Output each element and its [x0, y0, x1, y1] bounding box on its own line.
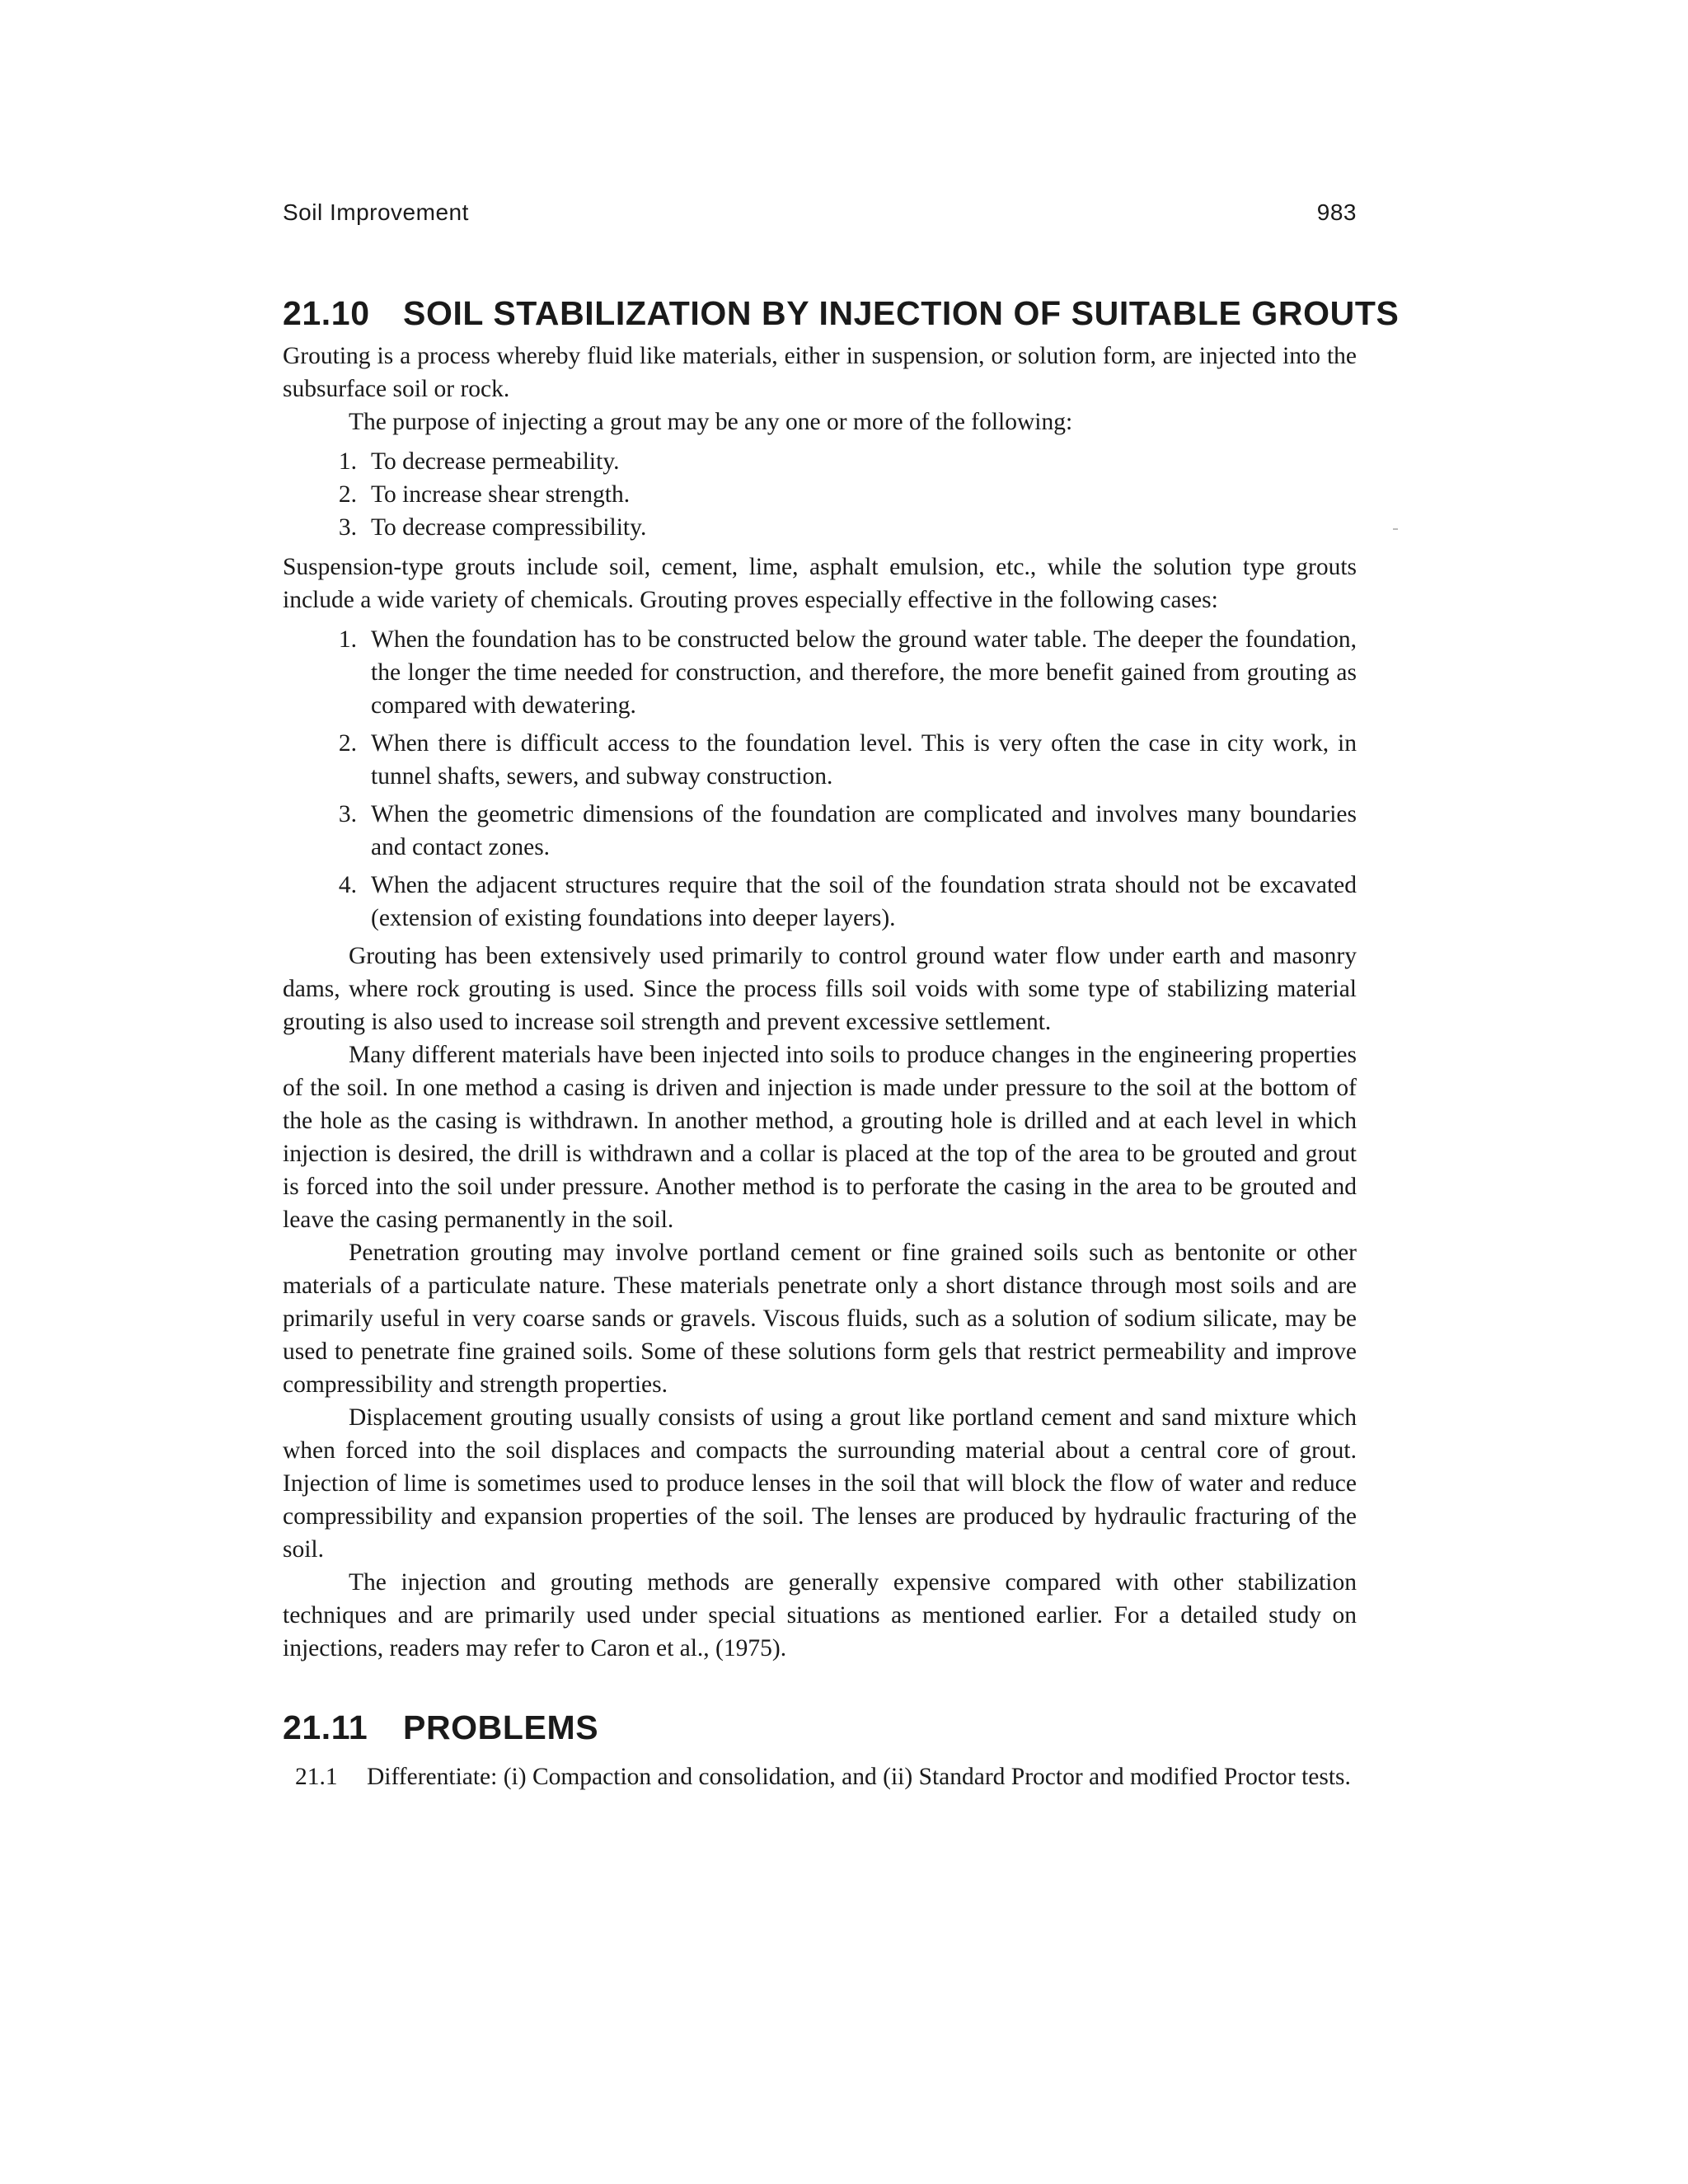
- suspension-paragraph: Suspension-type grouts include soil, cement, lime, asphalt emulsion, etc., while the solution type grouts include a wide variety of chemicals. Grouting proves especially effective in the following cases:: [283, 554, 1357, 613]
- body-paragraph: Penetration grouting may involve portland cement or fine grained soils such as bentonite or other materials of a particulate nature. These materials penetrate only a short distance through most soils and are primarily useful in very coarse sands or gravels. Viscous fluids, such as a solution of sodium silicate, may be used to penetrate fine grained soils. Some of these solutions form gels that restrict permeability and improve compressibility and strength properties.: [283, 1240, 1357, 1398]
- section-number: 21.10: [283, 294, 370, 332]
- list-marker: 1.: [338, 448, 357, 475]
- section-body-grouts: [283, 340, 1357, 1665]
- list-item-text: To increase shear strength.: [371, 481, 631, 508]
- list-item-text: Differentiate: (i) Compaction and consolidation, and (ii) Standard Proctor and modified Proctor tests.: [367, 1764, 1351, 1790]
- section-title: PROBLEMS: [403, 1708, 599, 1746]
- list-item: [283, 798, 1357, 864]
- body-paragraph: Grouting has been extensively used primarily to control ground water flow under earth and masonry dams, where rock grouting is used. Since the process fills soil voids with some type of stabilizing material grouting is also used to increase soil strength and prevent excessive settlement.: [283, 943, 1357, 1035]
- body-paragraph: The injection and grouting methods are generally expensive compared with other stabilization techniques and are primarily used under special situations as mentioned earlier. For a detailed study on injections, readers may refer to Caron et al., (1975).: [283, 1569, 1357, 1661]
- section-heading-problems: [283, 1708, 1357, 1747]
- cases-list: [283, 623, 1357, 935]
- list-item-text: When there is difficult access to the foundation level. This is very often the case in city work, in tunnel shafts, sewers, and subway construction.: [371, 730, 1357, 790]
- page-number: 983: [1316, 199, 1357, 225]
- list-marker: 3.: [338, 801, 357, 827]
- running-header: [283, 199, 1357, 232]
- list-marker: 3.: [338, 514, 357, 541]
- list-item-text: When the geometric dimensions of the foundation are complicated and involves many boundaries and contact zones.: [371, 801, 1357, 860]
- list-item-text: When the foundation has to be constructed below the ground water table. The deeper the foundation, the longer the time needed for construction, and therefore, the more benefit gained from grouting as compared with dewatering.: [371, 626, 1357, 719]
- body-paragraph: Many different materials have been injected into soils to produce changes in the engineering properties of the soil. In one method a casing is driven and injection is made under pressure to the soil at the bottom of the hole as the casing is withdrawn. In another method, a grouting hole is drilled and at each level in which injection is desired, the drill is withdrawn and a collar is placed at the top of the area to be grouted and grout is forced into the soil under pressure. Another method is to perforate the casing in the area to be grouted and leave the casing permanently in the soil.: [283, 1042, 1357, 1233]
- problem-number: 21.1: [295, 1764, 338, 1790]
- problems-list: [283, 1760, 1357, 1793]
- book-page: [283, 199, 1400, 1793]
- scan-speck: [1393, 528, 1398, 530]
- running-title: Soil Improvement: [283, 199, 469, 225]
- list-marker: 1.: [338, 626, 357, 653]
- list-item: [283, 869, 1357, 935]
- section-number: 21.11: [283, 1708, 368, 1746]
- list-marker: 2.: [338, 730, 357, 757]
- section-heading-grouts: [283, 294, 1400, 333]
- list-item-text: To decrease compressibility.: [371, 514, 647, 541]
- list-marker: 4.: [338, 872, 357, 898]
- list-item: [283, 478, 1357, 511]
- purpose-lead-paragraph: The purpose of injecting a grout may be any one or more of the following:: [349, 409, 1073, 435]
- purpose-list: [283, 445, 1357, 544]
- body-paragraph: Displacement grouting usually consists of using a grout like portland cement and sand mixture which when forced into the soil displaces and compacts the surrounding material about a central core of grout. Injection of lime is sometimes used to produce lenses in the soil that will block the flow of water and reduce compressibility and expansion properties of the soil. The lenses are produced by hydraulic fracturing of the soil.: [283, 1404, 1357, 1563]
- intro-paragraph: Grouting is a process whereby fluid like materials, either in suspension, or solution form, are injected into the subsurface soil or rock.: [283, 343, 1357, 402]
- list-item: [283, 623, 1357, 722]
- section-title: SOIL STABILIZATION BY INJECTION OF SUITABLE GROUTS: [403, 294, 1400, 332]
- list-item: [283, 511, 1357, 544]
- list-item: [283, 1760, 1357, 1793]
- list-item-text: When the adjacent structures require that the soil of the foundation strata should not be excavated (extension of existing foundations into deeper layers).: [371, 872, 1357, 931]
- list-marker: 2.: [338, 481, 357, 508]
- section-body-problems: [283, 1760, 1357, 1793]
- list-item: [283, 445, 1357, 478]
- list-item-text: To decrease permeability.: [371, 448, 620, 475]
- list-item: [283, 727, 1357, 793]
